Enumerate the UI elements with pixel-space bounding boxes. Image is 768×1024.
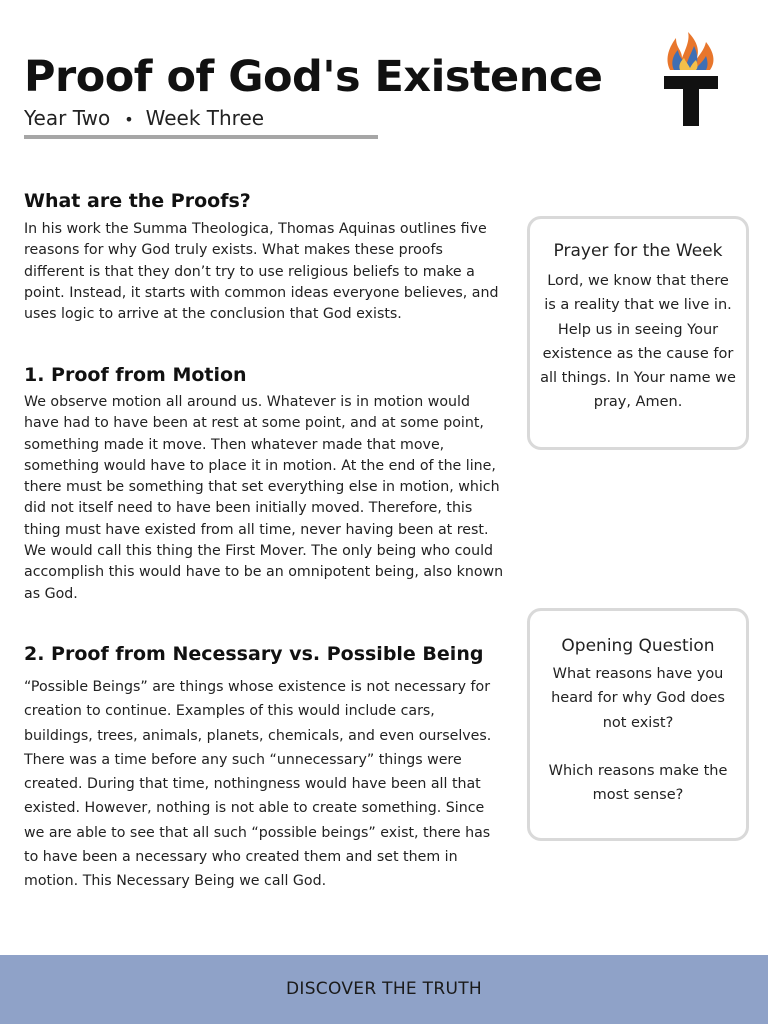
week-label: Week Three [145,106,265,130]
prayer-card-title: Prayer for the Week [553,241,723,261]
torch-t-logo-icon [660,30,722,128]
section-body-motion: We observe motion all around us. Whatever is in motion would have had to have been at rest at some point, and at some point, something made it move. Then whatever made that move, something would have to place it in motion. At the end of the line, there must be something that set everything else in motion, which did not itself need to have been initially moved. Therefore, this thing must have existed from all time, never having been at rest. We would call this thing the First Mover. The only being who could accomplish this would have to be an omnipotent being, also known as God. [24,394,504,602]
section-heading-motion: 1. Proof from Motion [24,364,247,386]
footer-tagline: DISCOVER THE TRUTH [286,979,482,999]
section-heading-proofs: What are the Proofs? [24,190,251,212]
question-card-body: What reasons have you heard for why God does not exist? Which reasons make the most sense? [548,666,728,804]
subtitle [24,106,264,130]
section-body-necessary-being: “Possible Beings” are things whose existence is not necessary for creation to continue. Examples of this would include cars, buildings, trees, animals, planets, chemicals, and even ourselves. There was a time before any such “unnecessary” things were created. During that time, nothingness would have been all that existed. However, nothing is not able to create something. Since we are able to see that all such “possible beings” exist, there has to have been a necessary who created them and set them in motion. This Necessary Being we call God. [24,679,492,890]
footer-banner [0,955,768,1024]
year-label: Year Two [24,106,111,130]
prayer-card [527,216,749,450]
question-card [527,608,749,841]
separator-dot: • [124,110,134,129]
prayer-card-body: Lord, we know that there is a reality that we live in. Help us in seeing Your existence as the cause for all things. In Your name we pray, Amen. [540,273,736,411]
section-heading-necessary-being: 2. Proof from Necessary vs. Possible Being [24,643,484,665]
page-title: Proof of God's Existence [24,52,603,102]
title-underline [24,135,378,139]
section-body-proofs: In his work the Summa Theologica, Thomas Aquinas outlines five reasons for why God truly exists. What makes these proofs different is that they don’t try to use religious beliefs to make a point. Instead, it starts with common ideas everyone believes, and uses logic to arrive at the conclusion that God exists. [24,221,499,323]
question-card-title: Opening Question [561,636,715,656]
